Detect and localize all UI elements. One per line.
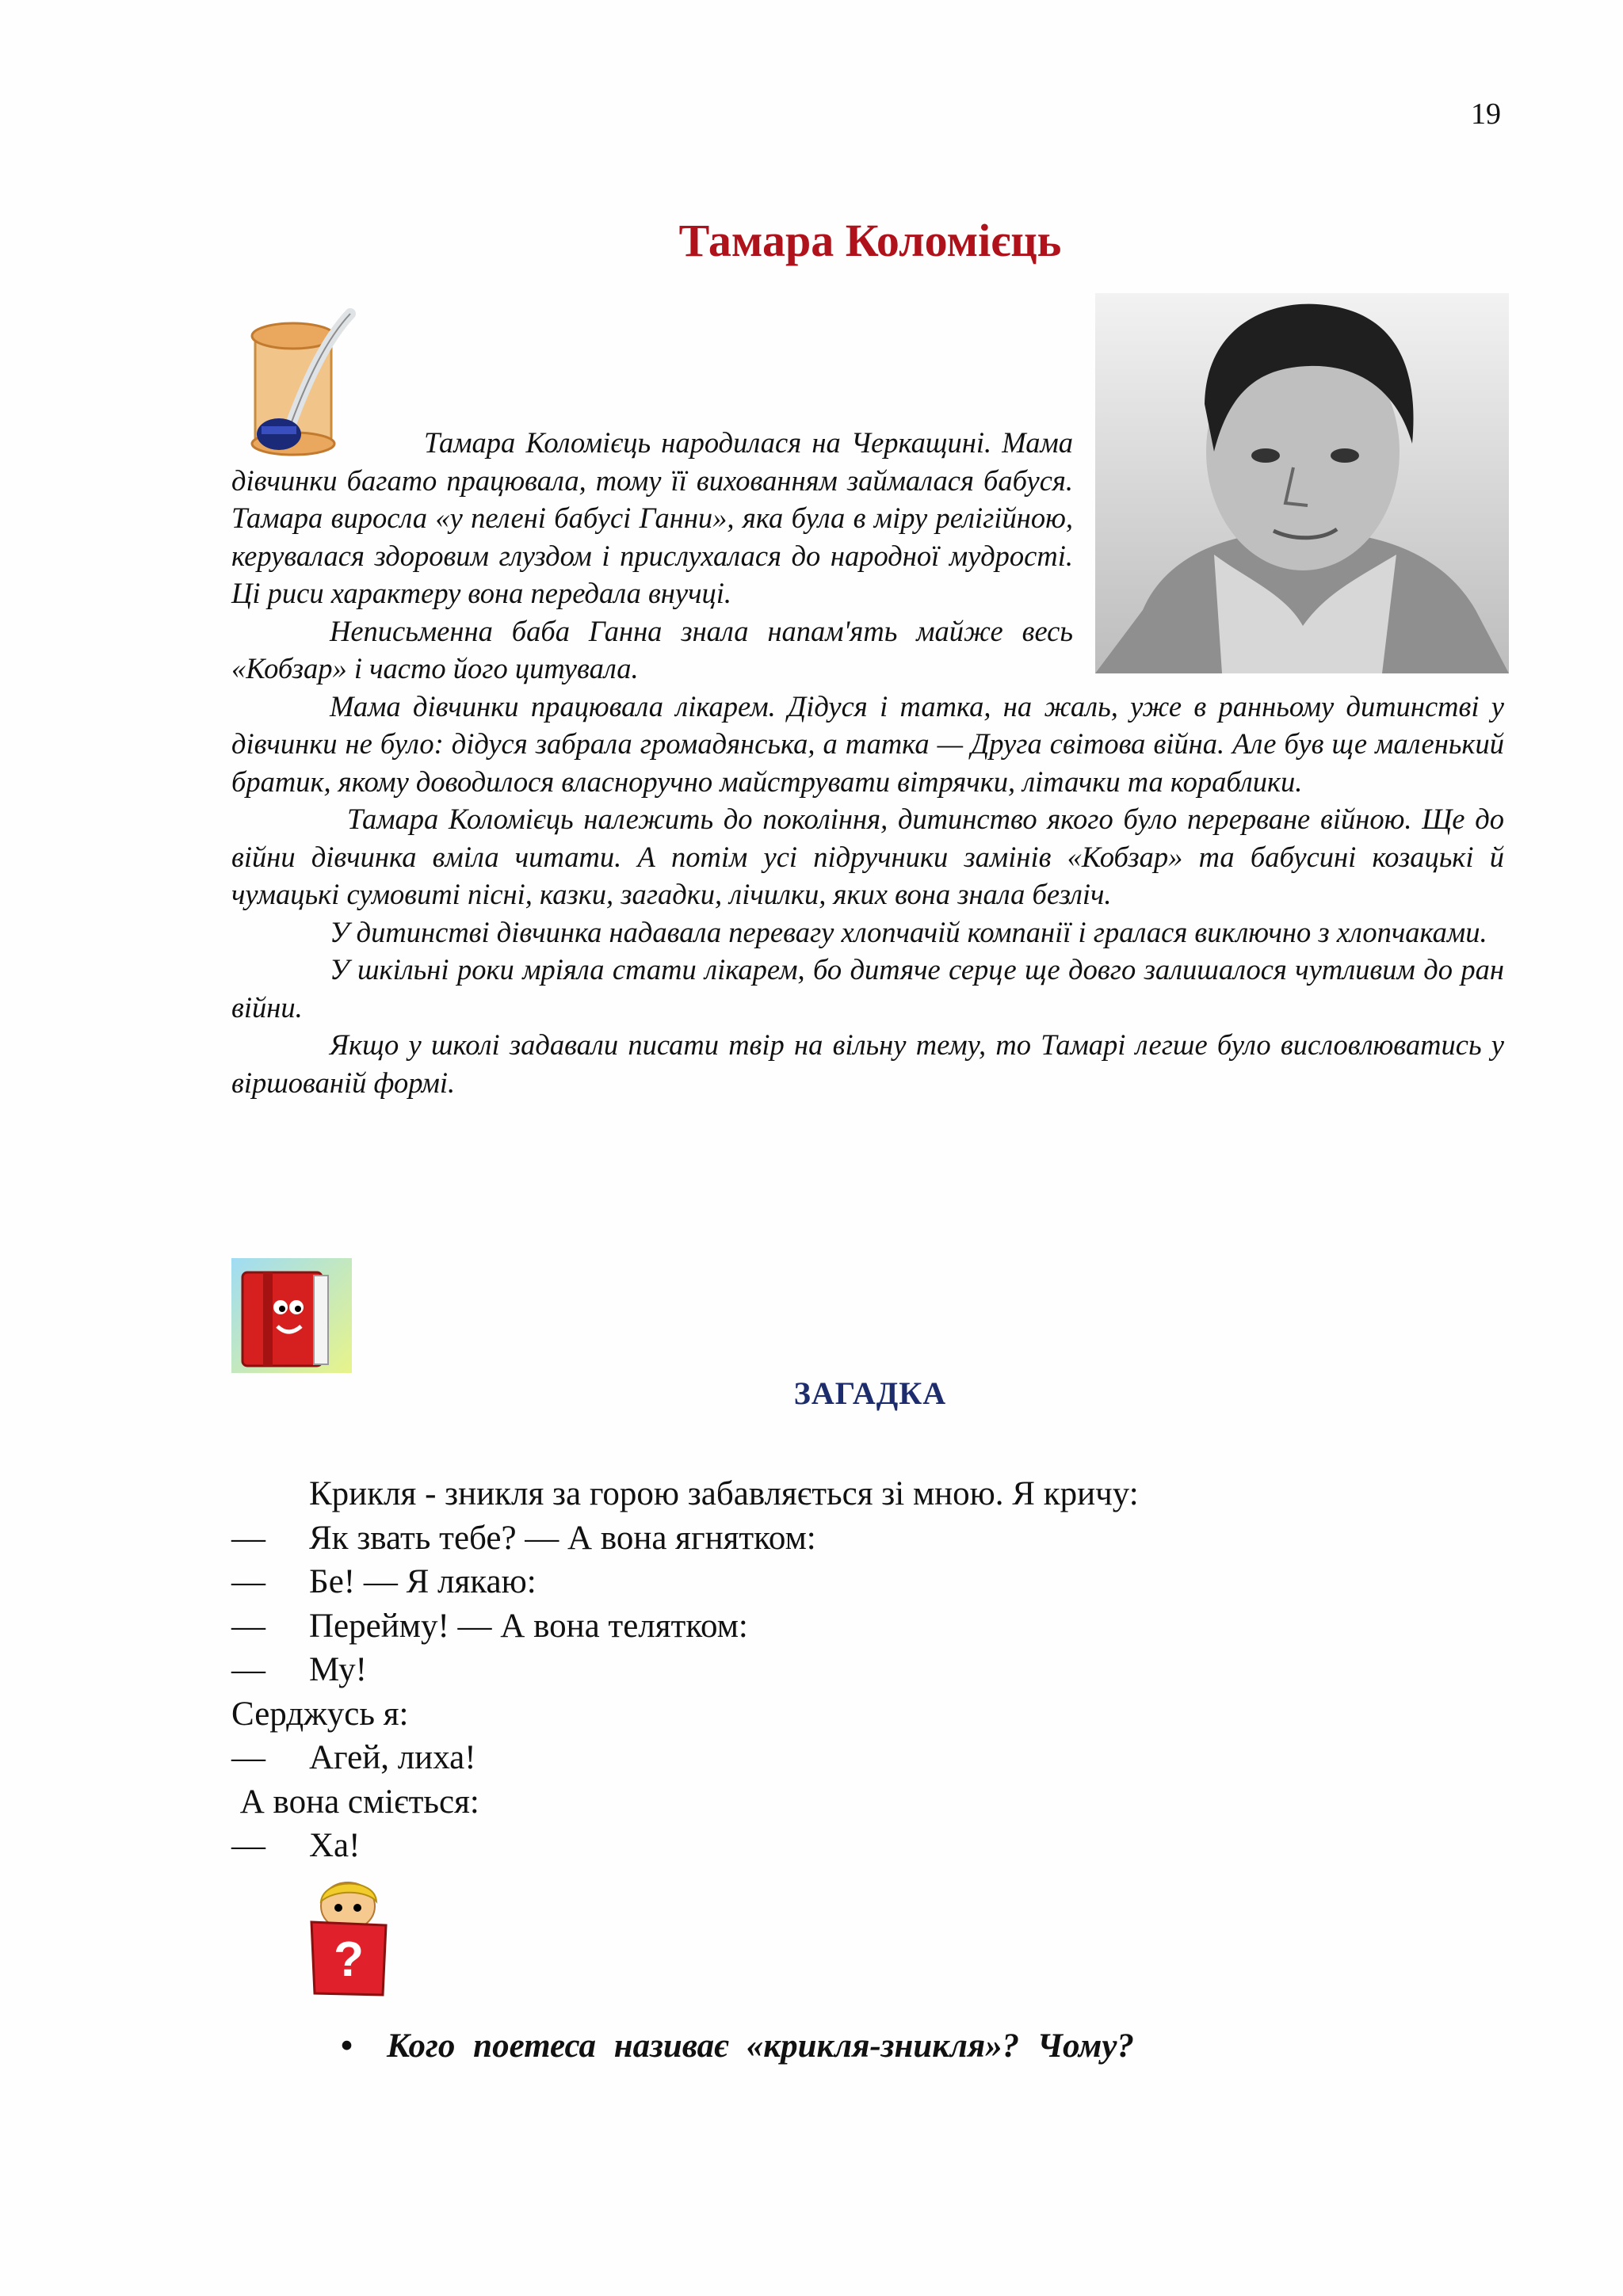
bullet: • bbox=[341, 2027, 353, 2065]
bio-paragraph: Тамара Коломієць належить до покоління, дитинство якого було перерване війною. Ще до війни дівчинка вміла читати. А потім усі підручники замінів «Кобзар» та бабусині козацькі й чумацькі сумовиті пісні, казки, загадки, лічилки, яких вона знала безліч. bbox=[231, 803, 1504, 910]
poem-line: — Перейму! — А вона телятком: bbox=[231, 1607, 748, 1645]
red-book-icon bbox=[231, 1258, 352, 1373]
poem-line: — Му! bbox=[231, 1651, 367, 1688]
bio-paragraph: Мама дівчинки працювала лікарем. Дідуся і татка, на жаль, уже в ранньому дитинстві у дівчинки не було: дідуся забрала громадянська, а татка — Друга світова війна. Але був ще маленький братик, якому доводилося власноручно майструвати вітрячки, літачки та кораблики. bbox=[231, 689, 1504, 798]
riddle-heading: ЗАГАДКА bbox=[793, 1375, 947, 1411]
bio-paragraph: Тамара Коломієць народилася на Черкащині. Мама дівчинки багато працювала, тому її вихованням займалася бабуся. Тамара виросла «у пелені бабусі Ганни», яка була в міру релігійною, керувалася здоровим глуздом і прислухалася до народної мудрості. Ці риси характеру вона передала внучці. bbox=[231, 424, 1504, 612]
bio-paragraph: У шкільні роки мріяла стати лікарем, бо дитяче серце ще довго залишалося чутливим до ран війни. bbox=[231, 953, 1504, 1024]
discussion-question bbox=[341, 2027, 1134, 2065]
riddle-poem bbox=[231, 1472, 1579, 1868]
bio-paragraph: У дитинстві дівчинка надавала перевагу хлопчачій компанії і гралася виключно з хлопчаками. bbox=[330, 915, 1487, 948]
question-text: Кого поетеса називає «крикля-зникля»? Чому? bbox=[387, 2027, 1134, 2065]
page-title: Тамара Коломієць bbox=[678, 215, 1062, 266]
question-sign-icon bbox=[304, 1878, 392, 1998]
poem-line: Крикля - зникля за горою забавляється зі мною. Я кричу: bbox=[309, 1475, 1139, 1512]
poem-line: А вона сміється: bbox=[231, 1783, 479, 1821]
page-number: 19 bbox=[1471, 97, 1501, 131]
poem-line: — Бе! — Я лякаю: bbox=[231, 1563, 537, 1600]
poem-line: — Ха! bbox=[231, 1827, 361, 1864]
portrait-photo bbox=[1095, 293, 1509, 673]
svg-text:?: ? bbox=[334, 1932, 364, 1987]
poem-line: Серджусь я: bbox=[231, 1695, 409, 1733]
biography-text bbox=[231, 424, 1504, 1101]
poem-line: — Агей, лиха! bbox=[231, 1739, 476, 1776]
bio-paragraph: Якщо у школі задавали писати твір на вільну тему, то Тамарі легше було висловлюватись у віршованій формі. bbox=[231, 1028, 1504, 1099]
poem-line: — Як звать тебе? — А вона ягнятком: bbox=[231, 1519, 816, 1557]
bio-paragraph: Неписьменна баба Ганна знала напам'ять майже весь «Кобзар» і часто його цитувала. bbox=[231, 614, 1073, 685]
